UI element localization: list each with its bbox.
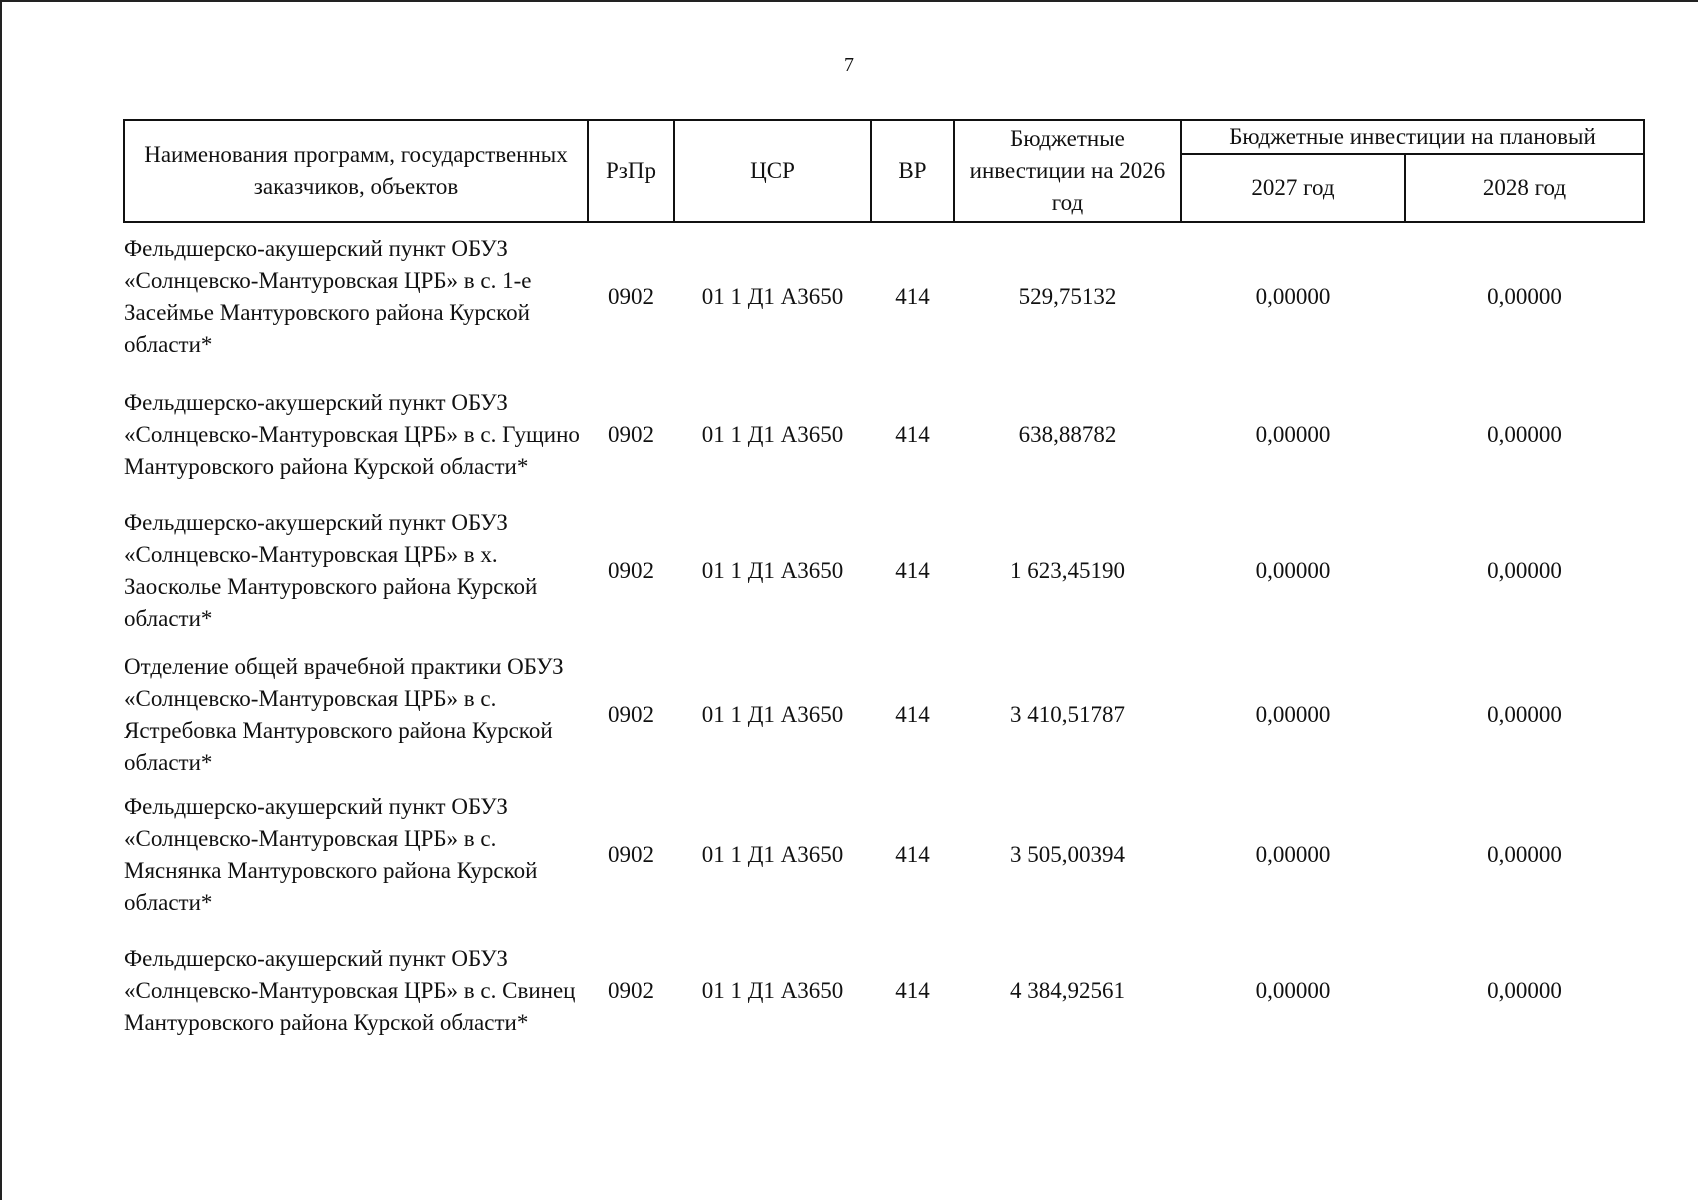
table-row [124,643,1644,787]
investment-2026: 3 505,00394 [1010,842,1125,867]
header-vr: ВР [871,120,954,222]
vr-code: 414 [895,842,930,867]
investment-2027: 0,00000 [1255,978,1331,1003]
object-name: Фельдшерско-акушерский пункт ОБУЗ «Солнцевско-Мантуровская ЦРБ» в с. Свинец Мантуровского района Курской области* [124,946,576,1035]
vr-code: 414 [895,702,930,727]
table-row [124,923,1644,1059]
header-planned-investments: Бюджетные инвестиции на плановый [1181,120,1644,154]
object-name: Фельдшерско-акушерский пункт ОБУЗ «Солнцевско-Мантуровская ЦРБ» в с. 1-е Засеймье Мантуровского района Курской области* [124,236,532,357]
vr-code: 414 [895,558,930,583]
header-rzpr: РзПр [588,120,674,222]
table-row [124,222,1644,371]
rzpr-code: 0902 [608,422,654,447]
csr-code: 01 1 Д1 А3650 [701,284,844,309]
table-row [124,371,1644,499]
investment-2026: 3 410,51787 [1010,702,1125,727]
investment-2028: 0,00000 [1487,978,1562,1003]
page-number: 7 [844,54,854,76]
investment-2026: 638,88782 [1018,422,1117,447]
investment-2027: 0,00000 [1255,842,1331,867]
rzpr-code: 0902 [608,558,654,583]
investment-2028: 0,00000 [1487,422,1562,447]
header-investments-2026: Бюджетные инвестиции на 2026 год [954,120,1181,222]
investment-2026: 1 623,45190 [1010,558,1125,583]
header-year-2028: 2028 год [1405,154,1644,222]
investment-2028: 0,00000 [1487,702,1562,727]
investment-2028: 0,00000 [1487,284,1562,309]
header-csr: ЦСР [674,120,871,222]
vr-code: 414 [895,284,930,309]
scan-border-left [0,0,2,1200]
csr-code: 01 1 Д1 А3650 [701,558,844,583]
csr-code: 01 1 Д1 А3650 [701,422,844,447]
table-row [124,787,1644,923]
object-name: Фельдшерско-акушерский пункт ОБУЗ «Солнцевско-Мантуровская ЦРБ» в с. Гущино Мантуровского района Курской области* [124,390,580,479]
header-name: Наименования программ, государственных заказчиков, объектов [124,120,588,222]
investment-2028: 0,00000 [1487,842,1562,867]
object-name: Фельдшерско-акушерский пункт ОБУЗ «Солнцевско-Мантуровская ЦРБ» в с. Мяснянка Мантуровского района Курской области* [124,794,538,915]
table-row [124,499,1644,643]
rzpr-code: 0902 [608,284,654,309]
csr-code: 01 1 Д1 А3650 [701,702,844,727]
investment-2027: 0,00000 [1255,702,1331,727]
rzpr-code: 0902 [608,702,654,727]
investment-2026: 529,75132 [1018,284,1117,309]
rzpr-code: 0902 [608,978,654,1003]
investment-2028: 0,00000 [1487,558,1562,583]
investment-2027: 0,00000 [1255,558,1331,583]
scan-border-top [0,0,1698,2]
header-year-2027: 2027 год [1181,154,1405,222]
csr-code: 01 1 Д1 А3650 [701,978,844,1003]
investment-2027: 0,00000 [1255,284,1331,309]
vr-code: 414 [895,422,930,447]
investment-2026: 4 384,92561 [1010,978,1125,1003]
csr-code: 01 1 Д1 А3650 [701,842,844,867]
budget-investments-table [123,119,1645,1059]
investment-2027: 0,00000 [1255,422,1331,447]
object-name: Фельдшерско-акушерский пункт ОБУЗ «Солнцевско-Мантуровская ЦРБ» в х. Заосколье Мантуровского района Курской области* [124,510,538,631]
object-name: Отделение общей врачебной практики ОБУЗ «Солнцевско-Мантуровская ЦРБ» в с. Ястребовка Мантуровского района Курской области* [124,654,564,775]
vr-code: 414 [895,978,930,1003]
rzpr-code: 0902 [608,842,654,867]
